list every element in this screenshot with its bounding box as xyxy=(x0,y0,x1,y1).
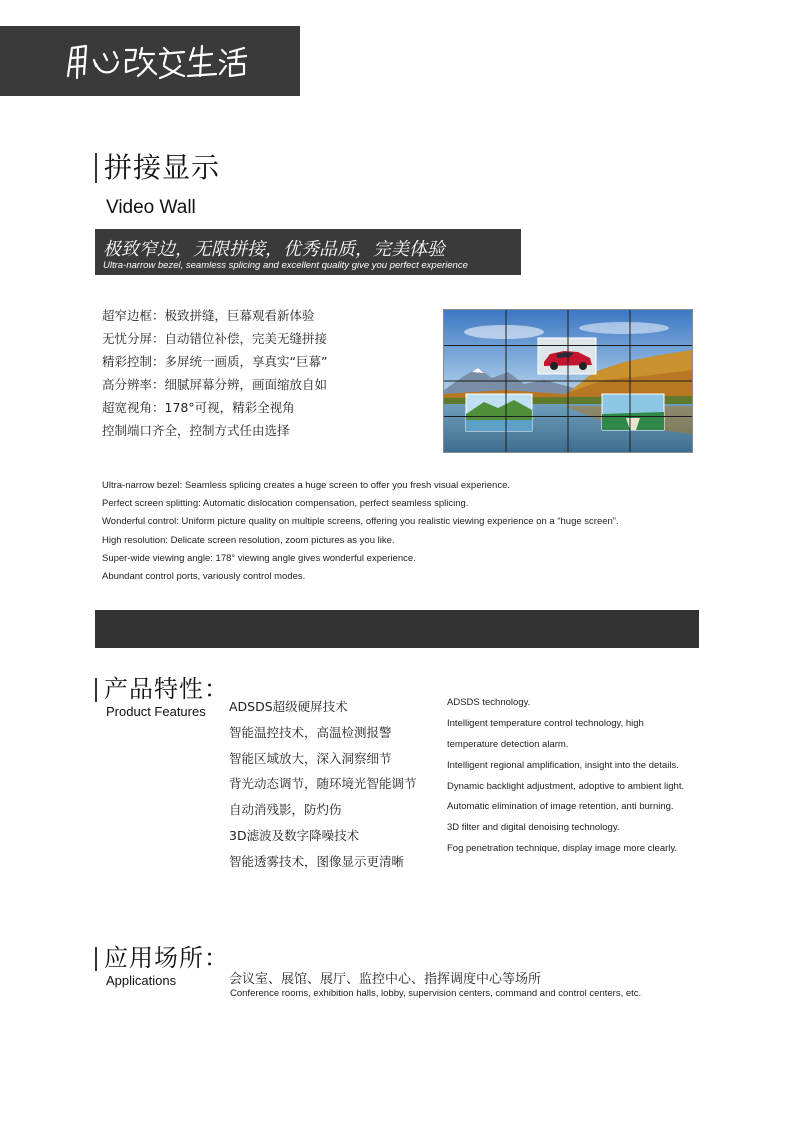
slogan-banner xyxy=(95,229,521,275)
feature-zh-item: 控制端口齐全，控制方式任由选择 xyxy=(102,423,290,438)
feature-zh-item: 无忧分屏：自动错位补偿，完美无缝拼接 xyxy=(102,331,328,346)
product-feature-zh-item: 3D滤波及数字降噪技术 xyxy=(229,827,360,843)
product-feature-en-item: Automatic elimination of image retention, anti burning. xyxy=(447,801,674,813)
slogan-zh: 极致窄边，无限拼接，优秀品质，完美体验 xyxy=(103,239,445,260)
feature-zh-item: 高分辨率：细腻屏幕分辨，画面缩放自如 xyxy=(102,377,328,392)
product-feature-zh-item: 智能区域放大，深入洞察细节 xyxy=(229,750,392,766)
product-features-title-en: Product Features xyxy=(106,704,206,719)
product-feature-en-item: Intelligent regional amplification, insight into the details. xyxy=(447,759,679,771)
product-feature-en-item: Fog penetration technique, display image more clearly. xyxy=(447,843,678,855)
applications-text-zh: 会议室、展馆、展厅、监控中心、指挥调度中心等场所 xyxy=(229,972,542,987)
video-wall-image xyxy=(443,309,693,453)
product-feature-en-item: temperature detection alarm. xyxy=(447,738,569,750)
feature-zh-item: 超窄边框：极致拼缝，巨幕观看新体验 xyxy=(102,308,315,323)
product-feature-zh-item: ADSDS超级硬屏技术 xyxy=(229,699,348,714)
slogan-en: Ultra-narrow bezel, seamless splicing and excellent quality give you perfect experience xyxy=(103,260,468,271)
feature-en-item: High resolution: Delicate screen resolution, zoom pictures as you like. xyxy=(102,534,395,546)
feature-zh-item: 超宽视角：178°可视，精彩全视角 xyxy=(102,400,295,415)
feature-en-item: Super-wide viewing angle: 178° viewing angle gives wonderful experience. xyxy=(102,552,416,564)
feature-en-item: Wonderful control: Uniform picture quality on multiple screens, offering you realistic viewing experience on a “huge screen”. xyxy=(102,516,619,528)
product-feature-zh-item: 智能透雾技术，图像显示更清晰 xyxy=(229,853,405,869)
applications-text-en: Conference rooms, exhibition halls, lobby, supervision centers, command and control centers, etc. xyxy=(230,988,642,999)
product-feature-zh-item: 背光动态调节，随环境光智能调节 xyxy=(229,776,417,792)
feature-zh-item: 精彩控制：多屏统一画质，享真实“巨幕” xyxy=(102,354,328,369)
section-title-marker xyxy=(95,678,97,702)
feature-en-item: Perfect screen splitting: Automatic dislocation compensation, perfect seamless splicing. xyxy=(102,498,469,510)
feature-en-item: Abundant control ports, variously control modes. xyxy=(102,570,306,582)
section-title-marker xyxy=(95,153,97,183)
applications-title-zh: 应用场所： xyxy=(104,944,229,972)
feature-en-item: Ultra-narrow bezel: Seamless splicing creates a huge screen to offer you fresh visual experience. xyxy=(102,480,510,491)
section-title-marker xyxy=(95,947,97,971)
section-divider-bar xyxy=(95,610,699,648)
product-feature-en-item: Intelligent temperature control technology, high xyxy=(447,717,644,729)
brand-calligraphy-logo xyxy=(60,38,250,84)
product-features-en-list xyxy=(447,697,684,864)
feature-list-en xyxy=(102,480,619,589)
product-features-zh-list xyxy=(229,697,417,878)
brand-banner xyxy=(0,26,300,96)
product-feature-en-item: ADSDS technology. xyxy=(447,697,531,708)
product-feature-en-item: 3D filter and digital denoising technology. xyxy=(447,822,620,834)
applications-title-en: Applications xyxy=(106,973,177,988)
product-feature-en-item: Dynamic backlight adjustment, adoptive to ambient light. xyxy=(447,780,685,792)
section-title-zh: 拼接显示 xyxy=(104,151,221,184)
product-features-title-zh: 产品特性： xyxy=(104,675,229,703)
product-feature-zh-item: 智能温控技术，高温检测报警 xyxy=(229,724,392,740)
section-title-en: Video Wall xyxy=(106,197,196,218)
feature-list-zh xyxy=(102,306,327,444)
product-feature-zh-item: 自动消残影，防灼伤 xyxy=(229,802,342,818)
